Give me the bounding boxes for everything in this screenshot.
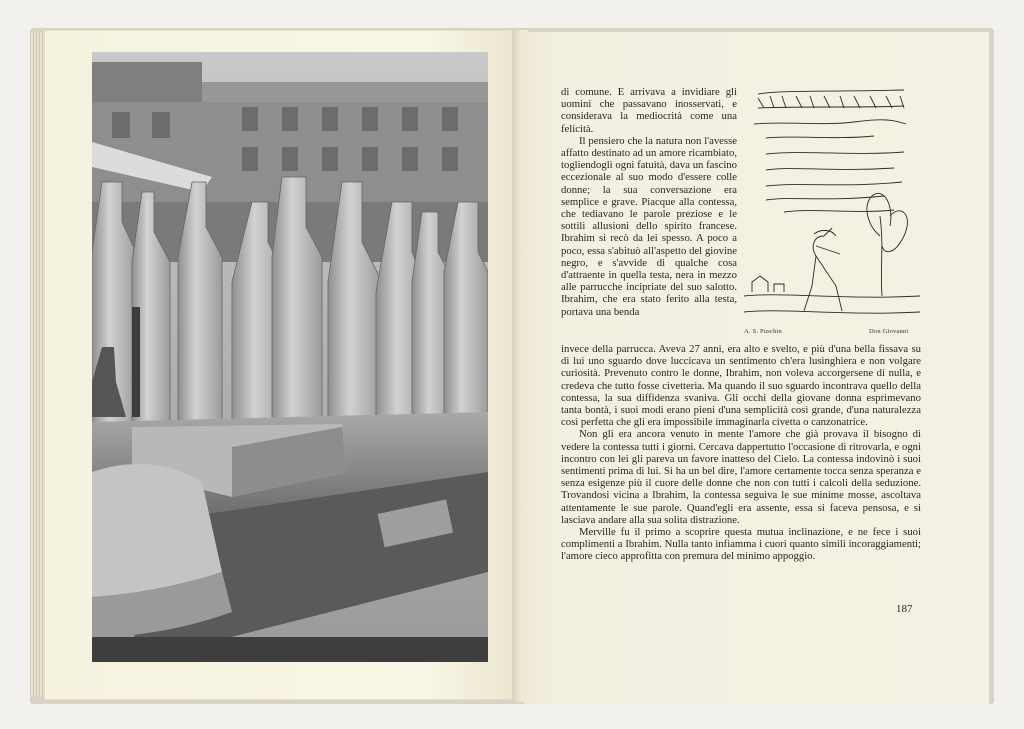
paragraph: invece della parrucca. Aveva 27 anni, era alto e svelto, e più d'una bella fissava su di lui uno sguardo dove luccicava un sentimento ch'era lusinghiera e non volgare curiosità. Prevenuto contro le donne, Ibrahim, non voleva accorgersene di nulla, e credeva che tutto fosse civetteria. Ma quando il suo sguardo incontrava quello della contessa, la sua diffidenza svaniva. Gli occhi della giovane donna esprimevano tanta bontà, i suoi modi erano pieni d'una semplicità così grande, d'una naturalezza così perfetta che gli era impossibile immaginarla civetta o canzonatrice. <box>561 343 921 429</box>
page-number: 187 <box>896 603 913 615</box>
paragraph: Merville fu il primo a scoprire questa mutua inclinazione, e ne fece i suoi complimenti a Ibrahim. Nulla tanto infiamma i cuori quanto simili incoraggiamenti; l'amore cieco approfitta con premura del minimo appoggio. <box>561 526 921 563</box>
caption-author: A. S. Puschin <box>744 328 782 335</box>
manuscript-sketch <box>744 86 920 321</box>
caption-title: Don Giovanni <box>869 328 909 335</box>
bottles-photo <box>92 52 488 662</box>
narrow-text-column <box>561 86 737 318</box>
paragraph: Il pensiero che la natura non l'avesse affatto destinato ad un amore ricambiato, togliendogli ogni fatuità, dava un fascino eccezionale al suo modo d'essere colle donne; la sua conversazione era semplice e grave. Piacque alla contessa, che tediavano le parole preziose e le sottili allusioni dello spirito francese. Ibrahim si recò da lei spesso. A poco a poco, essa s'abituò all'aspetto del giovine negro, e s'avvide di qualche cosa d'attraente in quella testa, nera in mezzo alle parrucche incipriate del suo salotto. Ibrahim, che era stato ferito alla testa, portava una benda <box>561 134 737 318</box>
page-edges <box>31 32 45 696</box>
paragraph: di comune. E arrivava a invidiare gli uomini che passavano inosservati, e considerava la mediocrità come una felicità. <box>561 86 737 135</box>
paragraph: Non gli era ancora venuto in mente l'amore che già provava il bisogno di vedere la contessa tutti i giorni. Cercava dappertutto l'occasione di ritrovarla, e ogni incontro con lei gli pareva un favore inatteso del Cielo. La contessa indovinò i suoi sentimenti prima di lui. Si ha un bel dire, l'amore certamente tocca senza speranza e senza esigenze più il cuore delle donne che non con tutti i calcoli della seduzione. Trovandosi vicina a Ibrahim, la contessa seguiva le sue minime mosse, ascoltava attentamente le sue parole. Quand'egli era assente, essa si faceva pensosa, e si lasciava andare alla sua solita distrazione. <box>561 428 921 526</box>
full-text-column <box>561 343 921 563</box>
